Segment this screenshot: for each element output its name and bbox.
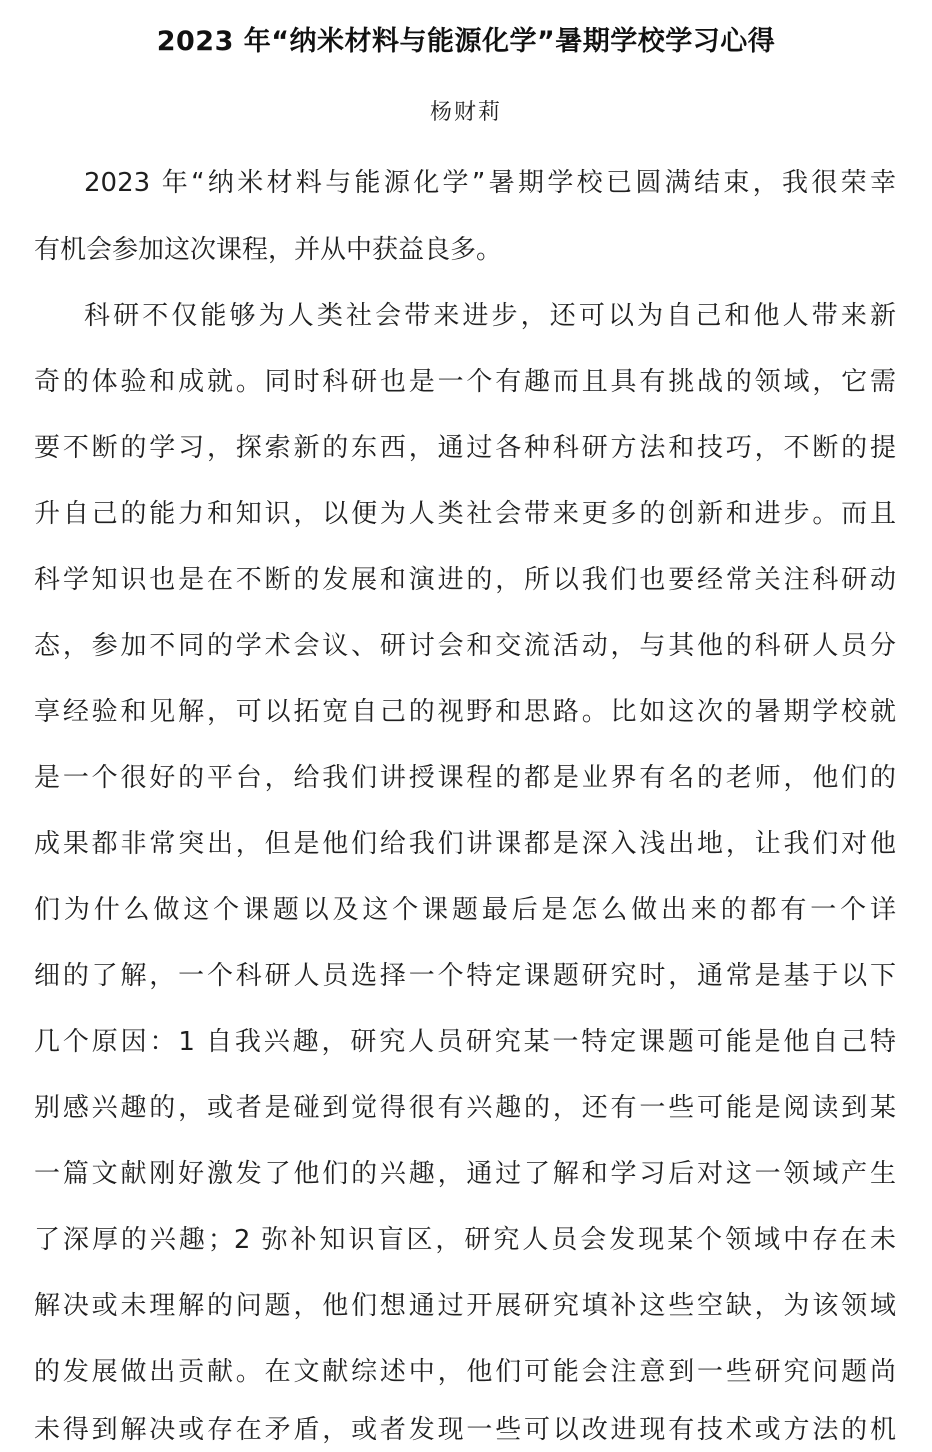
paragraph-line: 科学知识也是在不断的发展和演进的，所以我们也要经常关注科研动 xyxy=(34,565,896,595)
paragraph-line: 科研不仅能够为人类社会带来进步，还可以为自己和他人带来新 xyxy=(84,301,896,331)
paragraph-line: 细的了解，一个科研人员选择一个特定课题研究时，通常是基于以下 xyxy=(34,961,896,991)
paragraph-line: 2023 年“纳米材料与能源化学”暑期学校已圆满结束，我很荣幸 xyxy=(84,168,896,198)
paragraph-line: 成果都非常突出，但是他们给我们讲课都是深入浅出地，让我们对他 xyxy=(34,829,896,859)
paragraph-line: 享经验和见解，可以拓宽自己的视野和思路。比如这次的暑期学校就 xyxy=(34,697,896,727)
paragraph-line: 态，参加不同的学术会议、研讨会和交流活动，与其他的科研人员分 xyxy=(34,631,896,661)
paragraph-line: 未得到解决或存在矛盾，或者发现一些可以改进现有技术或方法的机 xyxy=(34,1415,896,1445)
paragraph-line: 了深厚的兴趣；2 弥补知识盲区，研究人员会发现某个领域中存在未 xyxy=(34,1225,896,1255)
paragraph-line: 几个原因：1 自我兴趣，研究人员研究某一特定课题可能是他自己特 xyxy=(34,1027,896,1057)
paragraph-line: 是一个很好的平台，给我们讲授课程的都是业界有名的老师，他们的 xyxy=(34,763,896,793)
paragraph-line: 们为什么做这个课题以及这个课题最后是怎么做出来的都有一个详 xyxy=(34,895,896,925)
paragraph-line: 要不断的学习，探索新的东西，通过各种科研方法和技巧，不断的提 xyxy=(34,433,896,463)
paragraph-line: 的发展做出贡献。在文献综述中，他们可能会注意到一些研究问题尚 xyxy=(34,1357,896,1387)
paragraph-line: 奇的体验和成就。同时科研也是一个有趣而且具有挑战的领域，它需 xyxy=(34,367,896,397)
paragraph-line: 一篇文献刚好激发了他们的兴趣，通过了解和学习后对这一领域产生 xyxy=(34,1159,896,1189)
document-title: 2023 年“纳米材料与能源化学”暑期学校学习心得 xyxy=(156,26,776,57)
paragraph-line: 升自己的能力和知识，以便为人类社会带来更多的创新和进步。而且 xyxy=(34,499,896,529)
paragraph-line: 有机会参加这次课程，并从中获益良多。 xyxy=(34,235,503,265)
paragraph-line: 别感兴趣的，或者是碰到觉得很有兴趣的，还有一些可能是阅读到某 xyxy=(34,1093,896,1123)
paragraph-line: 解决或未理解的问题，他们想通过开展研究填补这些空缺，为该领域 xyxy=(34,1291,896,1321)
author-name: 杨财莉 xyxy=(429,100,502,125)
